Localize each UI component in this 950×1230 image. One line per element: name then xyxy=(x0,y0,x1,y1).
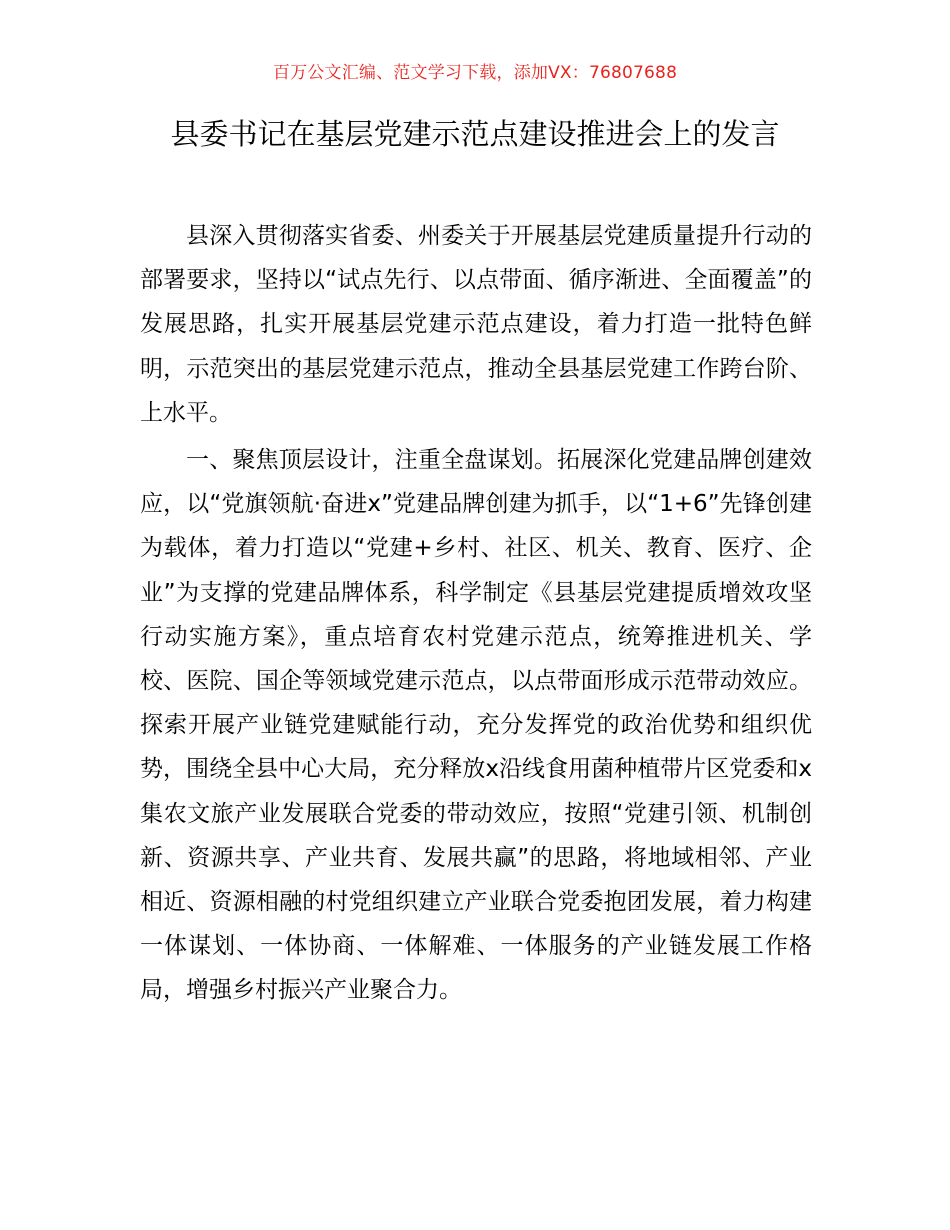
body-paragraph-section-one: 一、聚焦顶层设计，注重全盘谋划。拓展深化党建品牌创建效应，以“党旗领航·奋进x”党建品牌创建为抓手，以“1+6”先锋创建为载体，着力打造以“党建+乡村、社区、机关、教育、医疗、企业”为支撑的党建品牌体系，科学制定《县基层党建提质增效攻坚行动实施方案》，重点培育农村党建示范点，统筹推进机关、学校、医院、国企等领域党建示范点，以点带面形成示范带动效应。探索开展产业链党建赋能行动，充分发挥党的政治优势和组织优势，围绕全县中心大局，充分释放x沿线食用菌种植带片区党委和x集农文旅产业发展联合党委的带动效应，按照“党建引领、机制创新、资源共享、产业共育、发展共赢”的思路，将地域相邻、产业相近、资源相融的村党组织建立产业联合党委抱团发展，着力构建一体谋划、一体协商、一体解难、一体服务的产业链发展工作格局，增强乡村振兴产业聚合力。 xyxy=(140,447,812,1004)
document-title: 县委书记在基层党建示范点建设推进会上的发言 xyxy=(170,117,780,151)
body-paragraph-intro: 县深入贯彻落实省委、州委关于开展基层党建质量提升行动的部署要求，坚持以“试点先行、以点带面、循序渐进、全面覆盖”的发展思路，扎实开展基层党建示范点建设，着力打造一批特色鲜明，示范突出的基层党建示范点，推动全县基层党建工作跨台阶、上水平。 xyxy=(140,223,812,426)
watermark-banner: 百万公文汇编、范文学习下载，添加VX：76807688 xyxy=(272,63,678,83)
